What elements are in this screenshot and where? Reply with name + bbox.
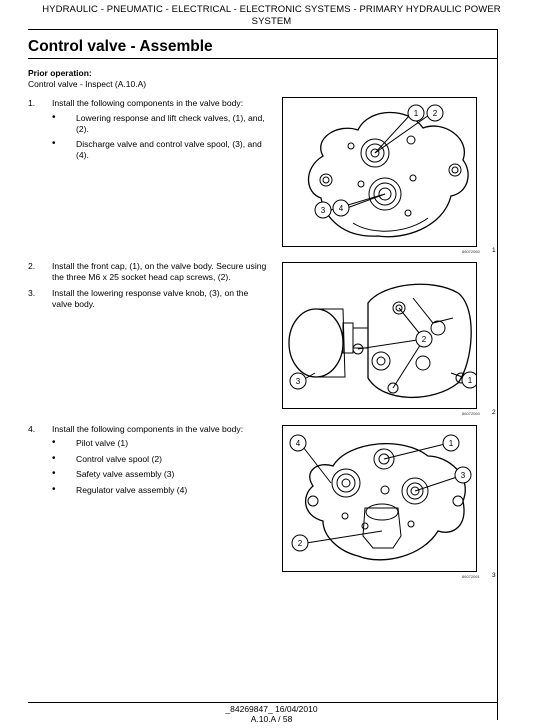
prior-operation-link[interactable]: Control valve - Inspect (A.10.A) bbox=[28, 78, 147, 89]
callout-3: 3 bbox=[460, 471, 466, 480]
callout-4: 4 bbox=[338, 204, 344, 213]
step-3 bbox=[28, 288, 278, 312]
callout-1: 1 bbox=[448, 439, 454, 448]
figure-3-callouts bbox=[283, 426, 476, 571]
step-number: 4. bbox=[28, 424, 36, 434]
step-text: Install the lowering response valve knob, (3), on the valve body. bbox=[52, 288, 249, 309]
callout-3: 3 bbox=[295, 377, 301, 386]
bullet-item bbox=[52, 113, 272, 137]
callout-3: 3 bbox=[320, 206, 326, 215]
step-text: Install the following components in the valve body: bbox=[52, 424, 244, 434]
footer-page-number: A.10.A / 58 bbox=[250, 714, 293, 724]
bullet-dot-icon: • bbox=[52, 484, 56, 495]
step-number: 3. bbox=[28, 288, 36, 298]
callout-1: 1 bbox=[413, 109, 419, 118]
bullet-text: Control valve spool (2) bbox=[76, 454, 162, 464]
right-margin-rule bbox=[497, 30, 498, 720]
step-4 bbox=[28, 424, 278, 436]
figure-1-number: 1 bbox=[492, 247, 496, 254]
figure-3 bbox=[282, 425, 477, 572]
figure-3-number: 3 bbox=[492, 572, 496, 579]
header-rule bbox=[28, 29, 498, 30]
bullet-dot-icon: • bbox=[52, 138, 56, 149]
step-number: 2. bbox=[28, 261, 36, 271]
footer-doc-info: _84269847_ 16/04/2010 bbox=[225, 704, 318, 714]
bullet-item bbox=[52, 139, 272, 163]
title-rule bbox=[28, 58, 498, 59]
bullet-dot-icon: • bbox=[52, 437, 56, 448]
bullet-text: Lowering response and lift check valves, (1), and, (2). bbox=[76, 113, 265, 134]
page-title: Control valve - Assemble bbox=[28, 38, 213, 55]
callout-2: 2 bbox=[432, 109, 438, 118]
bullet-dot-icon: • bbox=[52, 112, 56, 123]
figure-2-number: 2 bbox=[492, 409, 496, 416]
bullet-text: Regulator valve assembly (4) bbox=[76, 485, 188, 495]
bullet-text: Safety valve assembly (3) bbox=[76, 469, 175, 479]
step-2 bbox=[28, 261, 278, 285]
callout-4: 4 bbox=[295, 439, 301, 448]
bullet-dot-icon: • bbox=[52, 468, 56, 479]
bullet-text: Discharge valve and control valve spool, (3), and (4). bbox=[76, 139, 262, 160]
footer-rule bbox=[28, 702, 498, 703]
prior-operation-label: Prior operation: bbox=[28, 68, 92, 78]
prior-operation bbox=[28, 68, 146, 89]
figure-2-callouts bbox=[283, 263, 476, 408]
step-text: Install the front cap, (1), on the valve body. Secure using the three M6 x 25 socket head cap screws, (2). bbox=[52, 261, 267, 282]
header-line-2: SYSTEM bbox=[251, 15, 292, 27]
bullet-text: Pilot valve (1) bbox=[76, 438, 129, 448]
bullet-item bbox=[52, 469, 272, 481]
figure-2 bbox=[282, 262, 477, 409]
bullet-item bbox=[52, 438, 272, 450]
bullet-dot-icon: • bbox=[52, 453, 56, 464]
figure-2-code: 86072060 bbox=[462, 411, 480, 416]
bullet-item bbox=[52, 485, 272, 497]
figure-3-code: 86072061 bbox=[462, 574, 480, 579]
header-line-1: HYDRAULIC - PNEUMATIC - ELECTRICAL - ELECTRONIC SYSTEMS - PRIMARY HYDRAULIC POWER bbox=[42, 4, 501, 15]
page-header bbox=[0, 4, 543, 27]
callout-2: 2 bbox=[421, 335, 427, 344]
figure-1-callouts bbox=[283, 98, 476, 246]
step-1 bbox=[28, 98, 278, 110]
figure-1-code: 86072060 bbox=[462, 249, 480, 254]
callout-1: 1 bbox=[467, 376, 473, 385]
bullet-item bbox=[52, 454, 272, 466]
callout-2: 2 bbox=[297, 539, 303, 548]
figure-1 bbox=[282, 97, 477, 247]
step-text: Install the following components in the valve body: bbox=[52, 98, 244, 108]
step-number: 1. bbox=[28, 98, 36, 108]
